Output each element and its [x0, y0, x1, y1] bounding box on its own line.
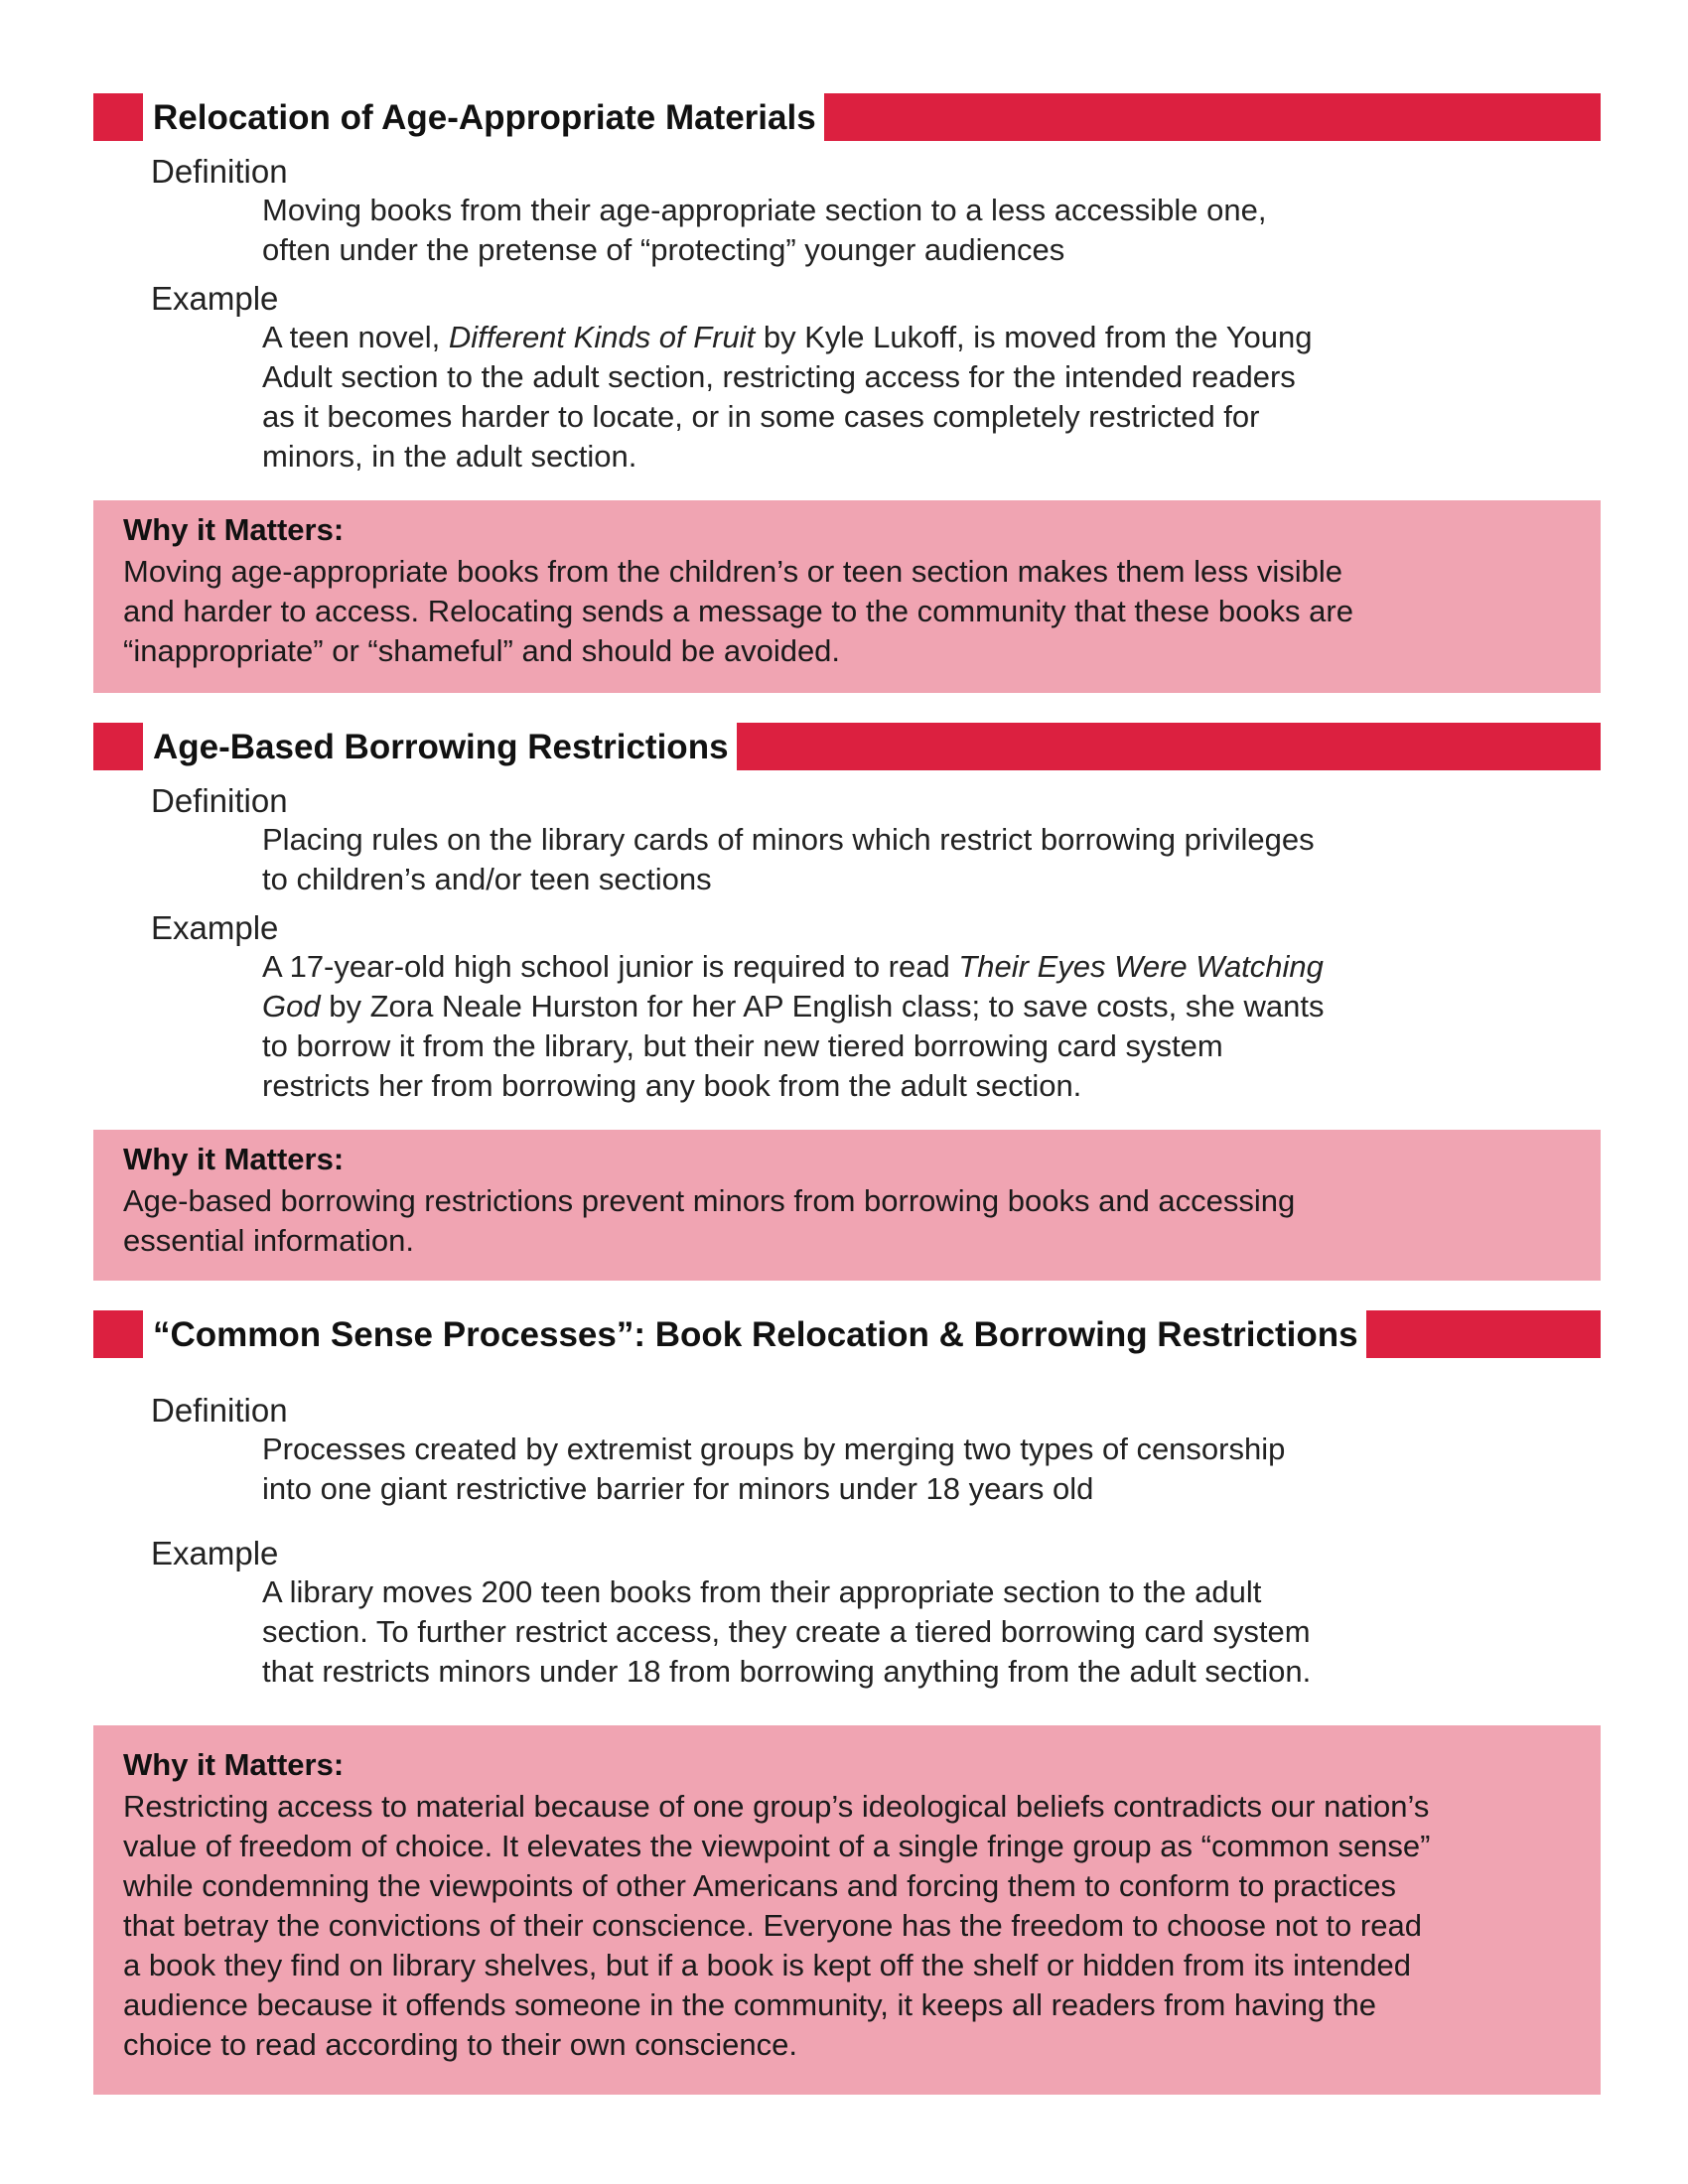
text-line: to borrow it from the library, but their new tiered borrowing card system [262, 1028, 1223, 1063]
book-title: Their Eyes Were Watching [958, 949, 1324, 984]
text-run: by Kyle Lukoff, is moved from the Young [755, 320, 1313, 354]
text-line [262, 987, 1483, 1026]
text-line: that betray the convictions of their conscience. Everyone has the freedom to choose not to read [123, 1908, 1422, 1943]
why-it-matters-box [93, 1130, 1601, 1281]
section-title: “Common Sense Processes”: Book Relocation & Borrowing Restrictions [149, 1310, 1362, 1358]
book-title: God [262, 989, 321, 1024]
why-text [123, 1181, 1583, 1261]
text-line: Restricting access to material because of one group’s ideological beliefs contradicts our nation’s [123, 1789, 1430, 1824]
text-line: while condemning the viewpoints of other Americans and forcing them to conform to practices [123, 1868, 1396, 1903]
text-line: essential information. [123, 1223, 414, 1258]
text-line: minors, in the adult section. [262, 439, 637, 474]
section-header [93, 1310, 1601, 1358]
header-accent-right [1366, 1310, 1601, 1358]
definition-label: Definition [151, 782, 288, 819]
section-common-sense [93, 1310, 1601, 1358]
section-age-based [93, 723, 1601, 770]
text-line: A library moves 200 teen books from their appropriate section to the adult [262, 1574, 1262, 1609]
definition-text [262, 820, 1483, 899]
section-header [93, 723, 1601, 770]
text-line: Placing rules on the library cards of minors which restrict borrowing privileges [262, 822, 1315, 857]
text-line: as it becomes harder to locate, or in some cases completely restricted for [262, 399, 1260, 434]
section-header [93, 93, 1601, 141]
text-line: Moving age-appropriate books from the children’s or teen section makes them less visible [123, 554, 1342, 589]
header-accent-left [93, 1310, 143, 1358]
header-accent-right [824, 93, 1601, 141]
section-relocation [93, 93, 1601, 141]
text-run: by Zora Neale Hurston for her AP English class; to save costs, she wants [320, 989, 1325, 1024]
section-title: Age-Based Borrowing Restrictions [149, 723, 733, 770]
header-accent-right [737, 723, 1601, 770]
text-line: audience because it offends someone in the community, it keeps all readers from having the [123, 1987, 1376, 2022]
text-line: that restricts minors under 18 from borrowing anything from the adult section. [262, 1654, 1312, 1689]
text-run: A 17-year-old high school junior is required to read [262, 949, 959, 984]
text-line: Age-based borrowing restrictions prevent minors from borrowing books and accessing [123, 1183, 1296, 1218]
definition-text [262, 191, 1483, 270]
example-label: Example [151, 280, 279, 317]
text-line: to children’s and/or teen sections [262, 862, 712, 896]
text-line: value of freedom of choice. It elevates the viewpoint of a single fringe group as “common sense” [123, 1829, 1431, 1863]
why-title: Why it Matters: [123, 512, 345, 547]
text-line [262, 947, 1483, 987]
text-line [262, 318, 1483, 357]
text-line: a book they find on library shelves, but if a book is kept off the shelf or hidden from its intended [123, 1948, 1412, 1982]
text-line: Moving books from their age-appropriate section to a less accessible one, [262, 193, 1267, 227]
header-accent-left [93, 723, 143, 770]
book-title: Different Kinds of Fruit [448, 320, 756, 354]
header-accent-left [93, 93, 143, 141]
example-text [262, 947, 1483, 1106]
text-line: Processes created by extremist groups by merging two types of censorship [262, 1432, 1286, 1466]
definition-label: Definition [151, 1392, 288, 1429]
text-line: section. To further restrict access, they create a tiered borrowing card system [262, 1614, 1311, 1649]
definition-label: Definition [151, 153, 288, 190]
why-title: Why it Matters: [123, 1142, 345, 1176]
text-line: into one giant restrictive barrier for minors under 18 years old [262, 1471, 1094, 1506]
why-text [123, 1787, 1583, 2065]
why-title: Why it Matters: [123, 1747, 345, 1782]
why-it-matters-box [93, 1725, 1601, 2095]
example-label: Example [151, 1535, 279, 1571]
text-run: A teen novel, [262, 320, 449, 354]
example-text [262, 318, 1483, 477]
text-line: choice to read according to their own conscience. [123, 2027, 797, 2062]
why-it-matters-box [93, 500, 1601, 693]
section-title: Relocation of Age-Appropriate Materials [149, 93, 820, 141]
text-line: restricts her from borrowing any book from the adult section. [262, 1068, 1082, 1103]
why-text [123, 552, 1583, 671]
example-text [262, 1572, 1483, 1692]
text-line: often under the pretense of “protecting” younger audiences [262, 232, 1065, 267]
text-line: and harder to access. Relocating sends a message to the community that these books are [123, 594, 1353, 628]
definition-text [262, 1430, 1483, 1509]
text-line: Adult section to the adult section, restricting access for the intended readers [262, 359, 1296, 394]
text-line: “inappropriate” or “shameful” and should be avoided. [123, 633, 841, 668]
example-label: Example [151, 909, 279, 946]
